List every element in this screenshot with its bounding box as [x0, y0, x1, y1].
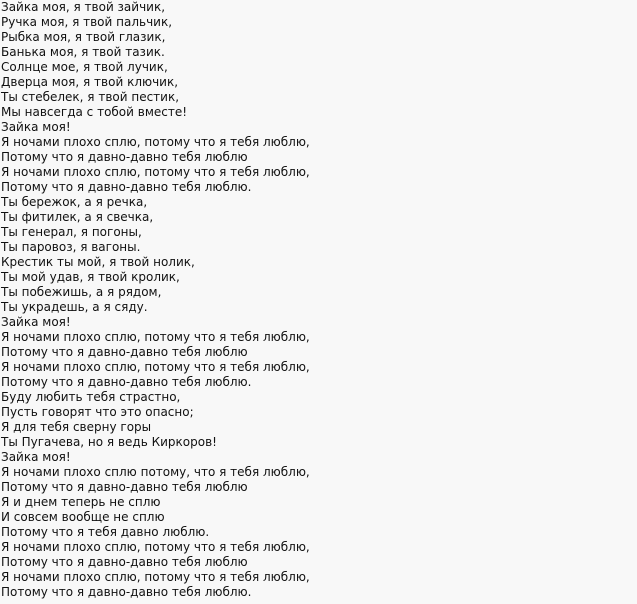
lyrics-line: Потому что я давно-давно тебя люблю. [1, 375, 252, 389]
lyrics-line: Я ночами плохо сплю, потому что я тебя люблю, [1, 540, 310, 554]
lyrics-text [1, 0, 635, 600]
lyrics-line: Зайка моя, я твой зайчик, [1, 0, 166, 14]
lyrics-line: Я ночами плохо сплю, потому что я тебя люблю, [1, 135, 310, 149]
lyrics-line: Солнце мое, я твой лучик, [1, 60, 168, 74]
lyrics-line: Ты стебелек, я твой пестик, [1, 90, 180, 104]
lyrics-line: Буду любить тебя страстно, [1, 390, 181, 404]
lyrics-line: Ты Пугачева, но я ведь Киркоров! [1, 435, 217, 449]
lyrics-line: Крестик ты мой, я твой нолик, [1, 255, 195, 269]
lyrics-line: Рыбка моя, я твой глазик, [1, 30, 166, 44]
lyrics-line: Мы навсегда с тобой вместе! [1, 105, 188, 119]
lyrics-line: Потому что я давно-давно тебя люблю [1, 345, 248, 359]
lyrics-line: Зайка моя! [1, 450, 71, 464]
lyrics-line: Ручка моя, я твой пальчик, [1, 15, 173, 29]
lyrics-line: Я ночами плохо сплю, потому что я тебя люблю, [1, 165, 310, 179]
lyrics-line: Ты паровоз, я вагоны. [1, 240, 141, 254]
lyrics-line: Ты украдешь, а я сяду. [1, 300, 148, 314]
lyrics-line: И совсем вообще не сплю [1, 510, 165, 524]
lyrics-line: Я ночами плохо сплю, потому что я тебя люблю, [1, 570, 310, 584]
lyrics-line: Зайка моя! [1, 120, 71, 134]
lyrics-line: Ты генерал, я погоны, [1, 225, 142, 239]
lyrics-line: Ты фитилек, а я свечка, [1, 210, 154, 224]
lyrics-line: Ты мой удав, я твой кролик, [1, 270, 180, 284]
lyrics-line: Потому что я давно-давно тебя люблю. [1, 585, 252, 599]
lyrics-line: Потому что я тебя давно люблю. [1, 525, 210, 539]
lyrics-line: Ты бережок, а я речка, [1, 195, 148, 209]
lyrics-line: Пусть говорят что это опасно; [1, 405, 194, 419]
lyrics-line: Потому что я давно-давно тебя люблю. [1, 180, 252, 194]
lyrics-line: Зайка моя! [1, 315, 71, 329]
lyrics-line: Дверца моя, я твой ключик, [1, 75, 179, 89]
lyrics-line: Потому что я давно-давно тебя люблю [1, 150, 248, 164]
lyrics-line: Банька моя, я твой тазик. [1, 45, 165, 59]
lyrics-line: Я ночами плохо сплю, потому что я тебя люблю, [1, 360, 310, 374]
lyrics-line: Я ночами плохо сплю потому, что я тебя люблю, [1, 465, 310, 479]
lyrics-line: Я для тебя сверну горы [1, 420, 152, 434]
lyrics-line: Потому что я давно-давно тебя люблю [1, 480, 248, 494]
lyrics-line: Ты побежишь, а я рядом, [1, 285, 162, 299]
lyrics-line: Потому что я давно-давно тебя люблю [1, 555, 248, 569]
lyrics-line: Я ночами плохо сплю, потому что я тебя люблю, [1, 330, 310, 344]
lyrics-line: Я и днем теперь не сплю [1, 495, 161, 509]
